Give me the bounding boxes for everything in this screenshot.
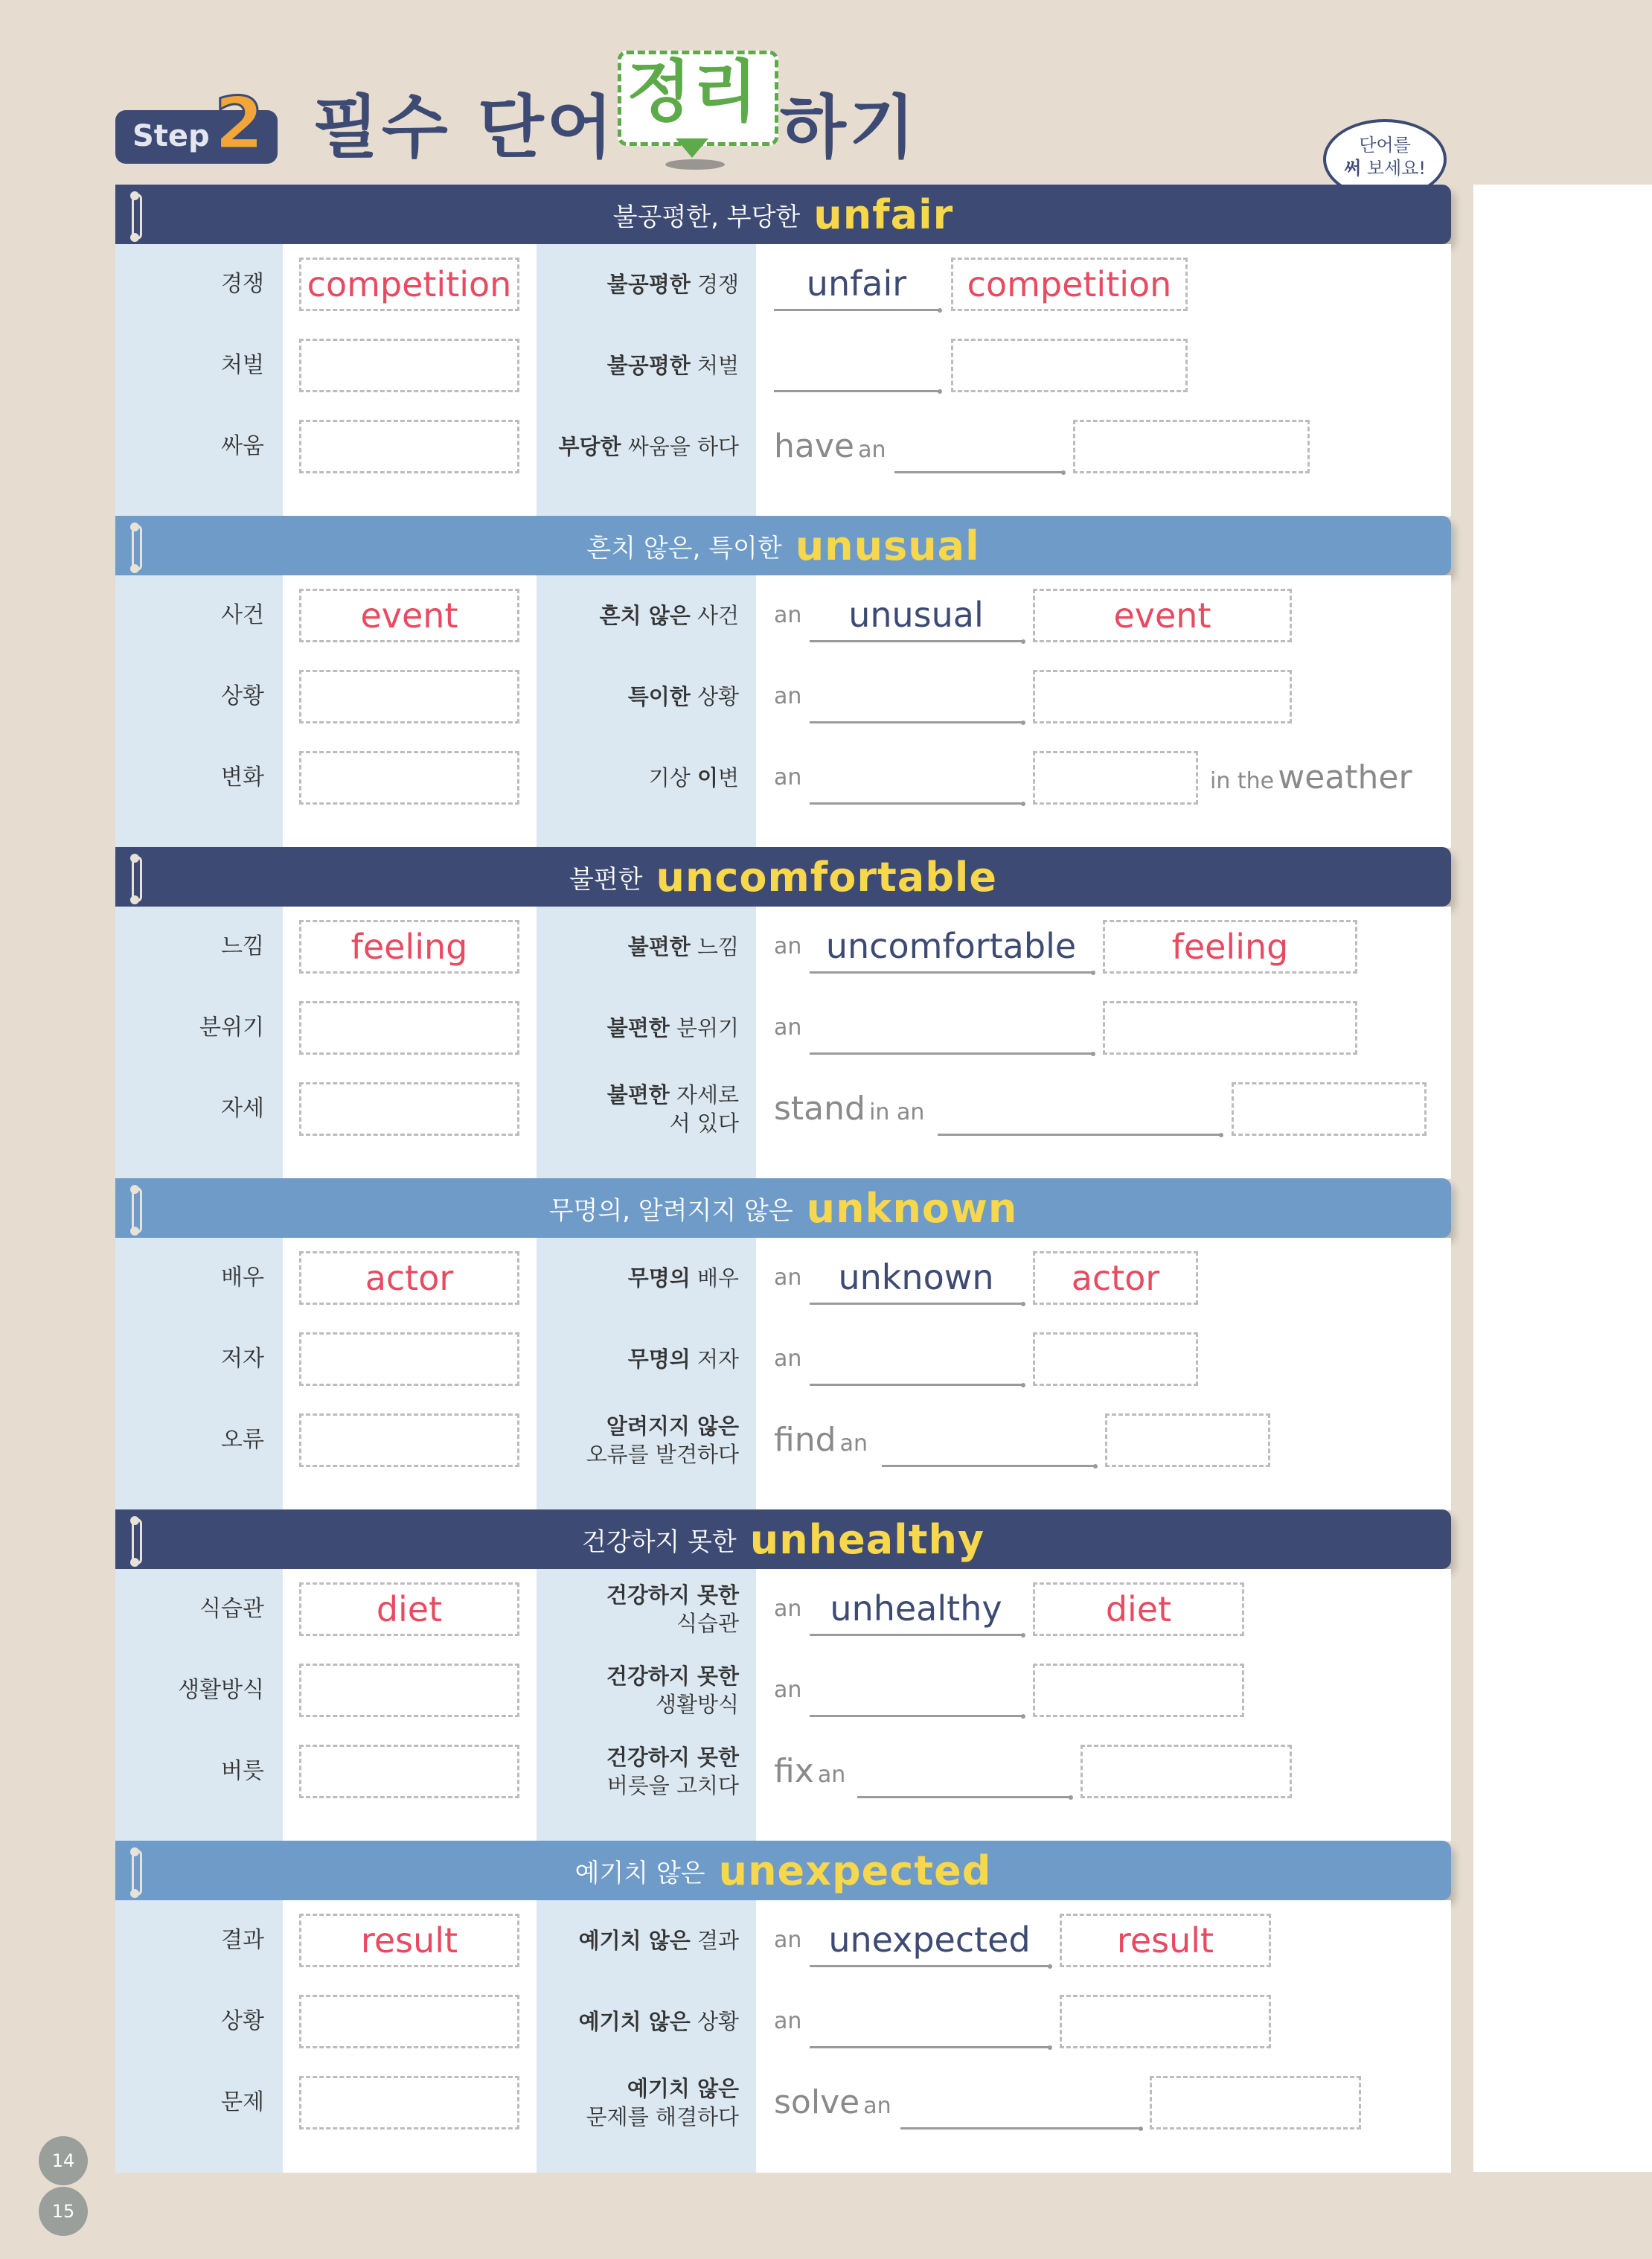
- phrase-bold: 부당한: [558, 434, 621, 459]
- phrase-rest: 배우: [690, 1265, 739, 1291]
- adjective-blank[interactable]: unknown: [810, 1251, 1022, 1305]
- phrase-bold: 특이한: [627, 684, 691, 709]
- article: [774, 920, 801, 974]
- noun-box[interactable]: [1105, 1413, 1270, 1467]
- korean-phrase: [537, 1911, 739, 1970]
- korean-word: 느낌: [221, 933, 264, 959]
- adjective-blank[interactable]: [810, 670, 1022, 723]
- answer-box[interactable]: [299, 1664, 519, 1717]
- section-korean: 불편한: [569, 864, 643, 895]
- section-korean: 흔치 않은, 특이한: [586, 533, 782, 563]
- answer-box[interactable]: feeling: [299, 920, 519, 974]
- answer-box[interactable]: [299, 420, 519, 473]
- answer-box[interactable]: [299, 751, 519, 805]
- section-word: unusual: [795, 522, 980, 569]
- adjective-blank[interactable]: [857, 1745, 1070, 1798]
- korean-phrase: [537, 917, 739, 977]
- article: [774, 1914, 801, 1967]
- phrase-bold: 건강하지 못한: [606, 1582, 739, 1608]
- article: [774, 1332, 801, 1386]
- noun-box[interactable]: result: [1060, 1914, 1271, 1967]
- article: [774, 670, 801, 723]
- korean-phrase: [537, 667, 739, 726]
- adjective-blank[interactable]: [810, 1995, 1049, 2048]
- speech-bubble-text: 단어를 써 보세요!: [1344, 135, 1426, 179]
- article: [774, 1251, 801, 1305]
- korean-word: 생활방식: [178, 1677, 264, 1703]
- step-number: 2: [214, 82, 264, 165]
- korean-word: 저자: [221, 1346, 264, 1372]
- korean-phrase: [537, 2073, 739, 2132]
- phrase-rest: 결과: [690, 1928, 739, 1953]
- page-number-left: 14: [39, 2136, 88, 2185]
- phrase-bold: 건강하지 못한: [606, 1745, 739, 1770]
- phrase-rest: 상황: [690, 2009, 739, 2034]
- section-korean: 무명의, 알려지지 않은: [548, 1195, 793, 1226]
- article-text: an: [774, 933, 802, 959]
- phrase-line: [606, 1412, 739, 1440]
- section-korean: 건강하지 못한: [581, 1527, 737, 1557]
- phrase-english-prefix: [774, 2076, 891, 2129]
- article-text: an: [774, 683, 802, 709]
- answer-box[interactable]: [299, 670, 519, 723]
- noun-box[interactable]: [1033, 670, 1292, 723]
- korean-phrase: [537, 255, 739, 314]
- article-text: an: [774, 2008, 802, 2034]
- phrase-line: [627, 2074, 739, 2103]
- phrase-line: [607, 270, 739, 298]
- phrase-line: [649, 764, 739, 792]
- phrase-rest: 상황: [690, 684, 739, 709]
- phrase-line: [628, 1264, 739, 1292]
- adjective-blank[interactable]: unexpected: [810, 1914, 1049, 1967]
- phrase-line: [607, 1014, 739, 1042]
- section-banner: [115, 1178, 1451, 1238]
- page-title-left: 필수 단어: [313, 88, 616, 167]
- phrase-rest: 변: [717, 765, 739, 790]
- page-title-highlight: 정리: [627, 53, 759, 131]
- korean-word: 오류: [221, 1427, 264, 1453]
- section-title: [115, 1509, 1451, 1569]
- korean-phrase: [537, 1661, 739, 1720]
- phrase-line: [600, 601, 739, 630]
- phrase-rest: 처벌: [690, 353, 739, 378]
- answer-box[interactable]: [299, 1995, 519, 2048]
- korean-phrase: [537, 1410, 739, 1470]
- adjective-blank[interactable]: [810, 1664, 1022, 1717]
- phrase-english-prefix: [774, 1082, 924, 1136]
- section-word: unexpected: [718, 1847, 992, 1894]
- korean-phrase: [537, 1079, 739, 1139]
- noun-box[interactable]: diet: [1033, 1582, 1244, 1636]
- article: an: [858, 437, 886, 463]
- phrase-line: [579, 2007, 739, 2036]
- verb: find: [774, 1421, 836, 1459]
- noun-box[interactable]: feeling: [1103, 920, 1357, 974]
- phrase-bold: 예기치 않은: [578, 1928, 691, 1953]
- phrase-line: [628, 683, 739, 711]
- korean-phrase: [537, 586, 739, 645]
- phrase-prefix: 기상: [648, 765, 697, 790]
- answer-box[interactable]: [299, 1082, 519, 1136]
- article-text: an: [774, 764, 802, 790]
- article: in an: [869, 1099, 925, 1125]
- page-edge: [1473, 185, 1652, 2172]
- article: [774, 751, 801, 805]
- phrase-bold: 불편한: [606, 1082, 670, 1108]
- verb: stand: [774, 1090, 865, 1128]
- article-text: an: [774, 1927, 802, 1953]
- noun-box[interactable]: [1033, 1332, 1198, 1386]
- adjective-blank[interactable]: [894, 420, 1063, 473]
- answer-box[interactable]: diet: [299, 1582, 519, 1636]
- korean-phrase: [537, 417, 739, 476]
- article: [774, 1582, 801, 1636]
- noun-box[interactable]: [1073, 420, 1310, 473]
- section-banner: [115, 516, 1451, 575]
- korean-word: 상황: [221, 2008, 264, 2034]
- phrase-english-prefix: [774, 1413, 868, 1467]
- korean-word: 식습관: [199, 1596, 264, 1622]
- section-title: [115, 1178, 1451, 1238]
- article-text: an: [774, 1596, 802, 1622]
- adjective-blank[interactable]: [810, 751, 1022, 805]
- page-title-right: 하기: [780, 88, 918, 167]
- adjective-blank[interactable]: unfair: [774, 258, 939, 311]
- korean-phrase: [537, 1742, 739, 1801]
- page-number-right: 15: [39, 2187, 88, 2236]
- phrase-bold: 불편한: [627, 934, 691, 959]
- article: an: [863, 2093, 891, 2119]
- phrase-bold: 불편한: [606, 1015, 670, 1041]
- korean-phrase: [537, 1248, 739, 1308]
- korean-phrase: [537, 1579, 739, 1639]
- phrase-line: [607, 1081, 739, 1109]
- phrase-rest: 싸움을 하다: [621, 434, 739, 459]
- section-banner: [115, 847, 1451, 907]
- adjective-blank[interactable]: unusual: [810, 589, 1022, 642]
- title-shadow: [665, 159, 725, 170]
- phrase-rest: 분위기: [669, 1015, 739, 1041]
- noun-box[interactable]: [1103, 1001, 1357, 1055]
- phrase-line: [606, 1662, 739, 1690]
- phrase-line-2: 오류를 발견하다: [586, 1442, 739, 1467]
- korean-phrase: [537, 748, 739, 808]
- suffix-small: in the: [1210, 768, 1275, 794]
- phrase-line-2: 식습관: [676, 1611, 739, 1636]
- article-text: an: [774, 1015, 802, 1041]
- phrase-line-2: 서 있다: [669, 1111, 739, 1136]
- adjective-blank[interactable]: [810, 1001, 1092, 1055]
- adjective-blank[interactable]: unhealthy: [810, 1582, 1022, 1636]
- section-title: [115, 516, 1451, 575]
- answer-box[interactable]: event: [299, 589, 519, 642]
- adjective-blank[interactable]: [774, 339, 939, 392]
- article-text: an: [774, 1677, 802, 1703]
- korean-word: 사건: [221, 602, 264, 628]
- noun-box[interactable]: competition: [951, 258, 1188, 311]
- korean-word: 결과: [221, 1927, 264, 1953]
- korean-word: 문제: [221, 2089, 264, 2115]
- step-label: Step: [132, 119, 210, 153]
- section-title: [115, 1841, 1451, 1900]
- answer-box[interactable]: [299, 1332, 519, 1386]
- korean-word: 처벌: [221, 352, 264, 378]
- article: [774, 589, 801, 642]
- answer-box[interactable]: competition: [299, 258, 519, 311]
- noun-box[interactable]: actor: [1033, 1251, 1198, 1305]
- phrase-line-2: 문제를 해결하다: [586, 2104, 739, 2129]
- korean-word: 경쟁: [221, 271, 264, 297]
- phrase-rest: 자세로: [669, 1082, 739, 1108]
- section-word: uncomfortable: [656, 853, 998, 901]
- section-word: unknown: [806, 1184, 1018, 1232]
- suffix-big: weather: [1278, 758, 1412, 796]
- section-korean: 예기치 않은: [574, 1858, 705, 1888]
- phrase-line: [558, 432, 739, 461]
- phrase-bold: 무명의: [627, 1346, 691, 1372]
- phrase-line: [579, 1926, 739, 1955]
- article: [774, 1664, 801, 1717]
- section-banner: [115, 1841, 1451, 1900]
- section-banner: [115, 1509, 1451, 1569]
- section-title: [115, 847, 1451, 907]
- phrase-bold: 건강하지 못한: [606, 1664, 739, 1689]
- title-pointer-icon: [676, 138, 708, 158]
- verb: fix: [774, 1752, 814, 1790]
- phrase-bold: 예기치 않은: [578, 2009, 691, 2034]
- answer-box[interactable]: [299, 1001, 519, 1055]
- phrase-english-prefix: [774, 420, 886, 473]
- phrase-rest: 경쟁: [690, 272, 739, 297]
- article: an: [817, 1762, 846, 1788]
- phrase-rest: 사건: [690, 603, 739, 628]
- noun-box[interactable]: event: [1033, 589, 1292, 642]
- phrase-line: [606, 1743, 739, 1771]
- phrase-rest: 느낌: [690, 934, 739, 959]
- adjective-blank[interactable]: uncomfortable: [810, 920, 1092, 974]
- answer-box[interactable]: actor: [299, 1251, 519, 1305]
- article-text: an: [774, 1346, 802, 1372]
- korean-word: 배우: [221, 1265, 264, 1291]
- korean-word: 분위기: [199, 1015, 264, 1041]
- section-word: unhealthy: [749, 1515, 985, 1563]
- noun-box[interactable]: [1080, 1745, 1292, 1798]
- answer-box[interactable]: [299, 1413, 519, 1467]
- korean-word: 변화: [221, 764, 264, 790]
- noun-box[interactable]: [1033, 1664, 1244, 1717]
- phrase-bold: 불공평한: [606, 272, 691, 297]
- phrase-bold: 무명의: [627, 1265, 691, 1291]
- verb: have: [774, 427, 854, 465]
- korean-word: 상황: [221, 683, 264, 709]
- phrase-bold: 흔치 않은: [599, 603, 691, 628]
- article: [774, 1001, 801, 1055]
- article: [774, 1995, 801, 2048]
- adjective-blank[interactable]: [810, 1332, 1022, 1386]
- adjective-blank[interactable]: [900, 2076, 1140, 2129]
- phrase-line: [628, 1345, 739, 1373]
- korean-phrase: [537, 336, 739, 395]
- article-text: an: [774, 602, 802, 628]
- korean-phrase: [537, 1329, 739, 1389]
- phrase-line-2: 생활방식: [655, 1692, 739, 1717]
- korean-word: 자세: [221, 1096, 264, 1122]
- section-title: [115, 185, 1451, 244]
- verb: solve: [774, 2083, 860, 2121]
- phrase-bold: 불공평한: [606, 353, 691, 378]
- adjective-blank[interactable]: [882, 1413, 1095, 1467]
- answer-box[interactable]: [299, 1745, 519, 1798]
- section-word: unfair: [813, 191, 954, 238]
- phrase-line: [607, 351, 739, 380]
- phrase-english-prefix: [774, 1745, 845, 1798]
- phrase-line: [606, 1581, 739, 1609]
- answer-box[interactable]: [299, 339, 519, 392]
- phrase-english-suffix: [1210, 751, 1412, 805]
- noun-box[interactable]: [1060, 1995, 1271, 2048]
- answer-box[interactable]: [299, 2076, 519, 2129]
- phrase-rest: 저자: [690, 1346, 739, 1372]
- phrase-bold: 알려지지 않은: [606, 1413, 739, 1439]
- phrase-bold: 이: [697, 765, 718, 790]
- korean-word: 버릇: [221, 1758, 264, 1784]
- phrase-line-2: 버릇을 고치다: [606, 1773, 739, 1798]
- article: an: [839, 1431, 868, 1457]
- section-korean: 불공평한, 부당한: [612, 202, 801, 232]
- noun-box[interactable]: [1232, 1082, 1427, 1136]
- noun-box[interactable]: [951, 339, 1188, 392]
- article-text: an: [774, 1265, 802, 1291]
- korean-phrase: [537, 998, 739, 1058]
- korean-word: 싸움: [221, 433, 264, 459]
- phrase-bold: 예기치 않은: [627, 2076, 739, 2101]
- noun-box[interactable]: [1150, 2076, 1361, 2129]
- noun-box[interactable]: [1033, 751, 1198, 805]
- adjective-blank[interactable]: [938, 1082, 1220, 1136]
- phrase-line: [628, 933, 739, 961]
- answer-box[interactable]: result: [299, 1914, 519, 1967]
- korean-phrase: [537, 1992, 739, 2051]
- section-banner: [115, 185, 1451, 244]
